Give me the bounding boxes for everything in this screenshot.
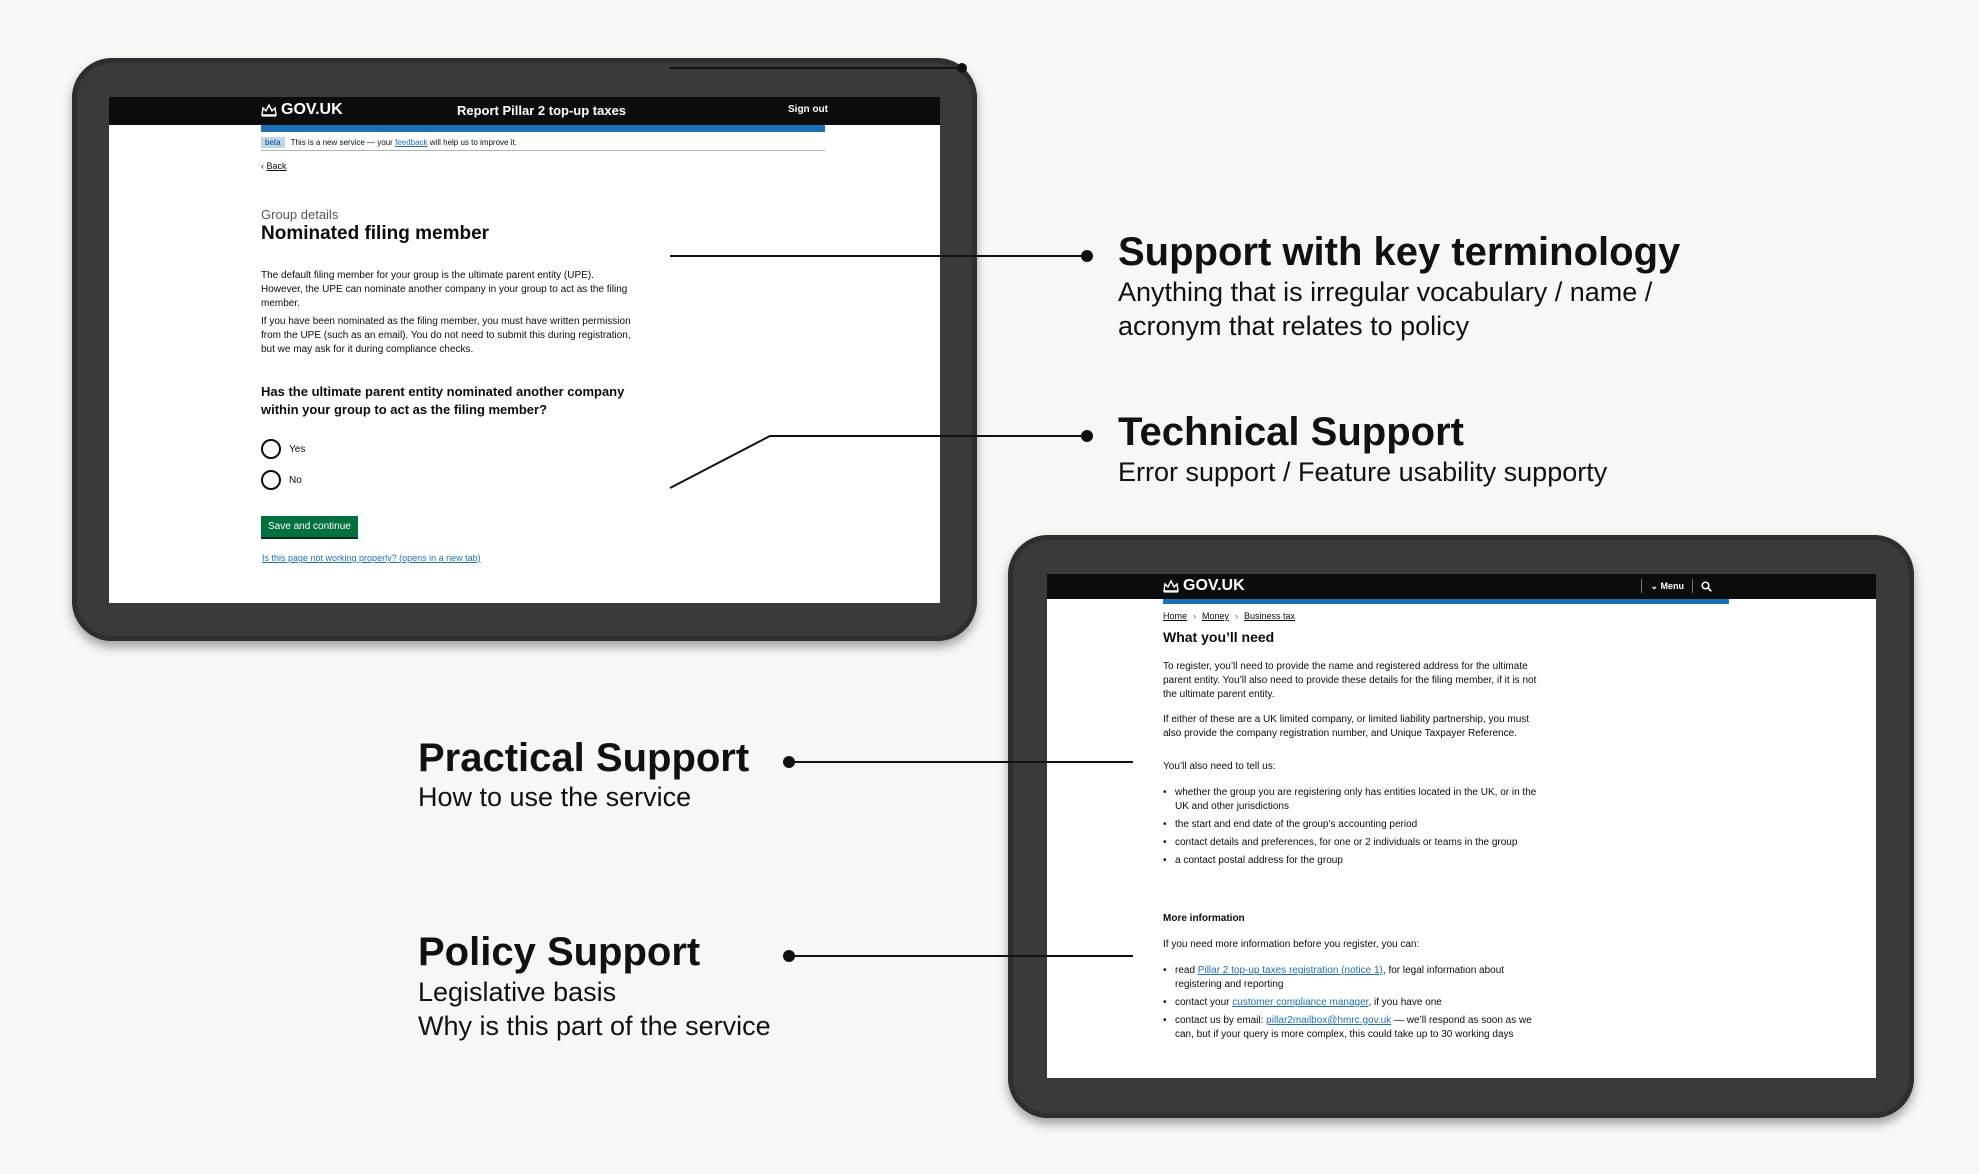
terminology-desc-line2: acronym that relates to policy — [1118, 311, 1470, 341]
permission-paragraph: If you have been nominated as the filing member, you must have written permission from the UPE (such as an email). You do not need to submit this during registration, but we may ask for it during compliance checks. — [261, 316, 631, 355]
govuk-logo-text: GOV.UK — [1183, 577, 1245, 594]
more-information-heading: More information — [1163, 913, 1245, 924]
chevron-down-icon: ⌄ — [1650, 580, 1661, 591]
save-and-continue-button[interactable]: Save and continue — [261, 516, 358, 537]
list-text: , for legal information about registering and reporting — [1175, 965, 1505, 990]
page-title: Nominated filing member — [261, 223, 490, 244]
company-paragraph: If either of these are a UK limited company, or limited liability partnership, you must also provide the company registration number, and Unique Taxpayer Reference. — [1163, 714, 1530, 739]
intro-paragraph: The default filing member for your group is the ultimate parent entity (UPE). However, the UPE can nominate another company in your group to act as the filing member. — [261, 270, 628, 309]
tell-us-paragraph: You’ll also need to tell us: — [1163, 761, 1276, 772]
chevron-right-icon: › — [1193, 611, 1197, 621]
list-text: , if you have one — [1368, 997, 1442, 1008]
list-text: — we’ll respond as soon as we can, but if your query is more complex, this could take up to 30 working days — [1175, 1015, 1532, 1040]
connector-dot — [1081, 250, 1093, 262]
compliance-manager-link[interactable]: customer compliance manager — [1232, 997, 1369, 1008]
feedback-link[interactable]: feedback — [395, 138, 428, 147]
notice-link[interactable]: Pillar 2 top-up taxes registration (notice 1) — [1197, 965, 1383, 976]
service-name[interactable]: Report Pillar 2 top-up taxes — [457, 103, 627, 118]
radio-label-no: No — [289, 474, 302, 486]
technical-desc: Error support / Feature usability supporty — [1118, 457, 1608, 487]
list-item: • contact details and preferences, for one or 2 individuals or teams in the group — [1163, 836, 1543, 850]
practical-desc: How to use the service — [418, 782, 692, 812]
beta-tag: beta — [261, 137, 285, 148]
beta-text-after: will help us to improve it. — [429, 138, 517, 147]
register-paragraph: To register, you’ll need to provide the name and registered address for the ultimate parent entity. You’ll also need to provide these details for the filing member, if it is not the ultimate parent entity. — [1163, 661, 1537, 700]
page-caption: Group details — [261, 207, 339, 222]
list-text: read — [1175, 965, 1196, 976]
report-problem-link[interactable]: Is this page not working properly? (opens in a new tab) — [262, 553, 481, 563]
list-item: • the start and end date of the group’s accounting period — [1163, 818, 1543, 832]
practical-title: Practical Support — [418, 736, 750, 780]
connector-dot — [957, 63, 967, 73]
sign-out-link[interactable]: Sign out — [788, 104, 828, 115]
beta-text-before: This is a new service — your — [290, 138, 393, 147]
back-link-label: Back — [266, 161, 287, 171]
policy-desc-line1: Legislative basis — [418, 977, 617, 1007]
page-title: What you’ll need — [1163, 629, 1275, 645]
govuk-logo-text: GOV.UK — [281, 101, 343, 118]
connector-dot — [783, 950, 795, 962]
policy-title: Policy Support — [418, 930, 701, 974]
policy-desc-line2: Why is this part of the service — [418, 1011, 771, 1041]
breadcrumb-money[interactable]: Money — [1202, 611, 1230, 621]
email-link[interactable]: pillar2mailbox@hmrc.gov.uk — [1266, 1015, 1392, 1026]
chevron-left-icon: ‹ — [261, 161, 267, 171]
radio-label-yes: Yes — [289, 443, 306, 455]
menu-label: Menu — [1660, 580, 1684, 591]
list-item: • whether the group you are registering only has entities located in the UK, or in the UK and other jurisdictions — [1163, 786, 1543, 814]
question-legend: Has the ultimate parent entity nominated another company within your group to act as the filing member? — [261, 384, 625, 417]
technical-title: Technical Support — [1118, 410, 1464, 454]
list-item: • a contact postal address for the group — [1163, 854, 1543, 868]
list-text: contact us by email: — [1175, 1015, 1264, 1026]
terminology-desc-line1: Anything that is irregular vocabulary / name / — [1118, 277, 1653, 307]
connector-dot — [1081, 430, 1093, 442]
breadcrumb-home[interactable]: Home — [1163, 611, 1188, 621]
connector-dot — [783, 756, 795, 768]
connector-technical — [670, 436, 1087, 488]
list-text: contact your — [1175, 997, 1230, 1008]
breadcrumb-business-tax[interactable]: Business tax — [1244, 611, 1296, 621]
chevron-right-icon: › — [1235, 611, 1239, 621]
more-information-paragraph: If you need more information before you register, you can: — [1163, 939, 1420, 950]
terminology-title: Support with key terminology — [1118, 230, 1681, 274]
